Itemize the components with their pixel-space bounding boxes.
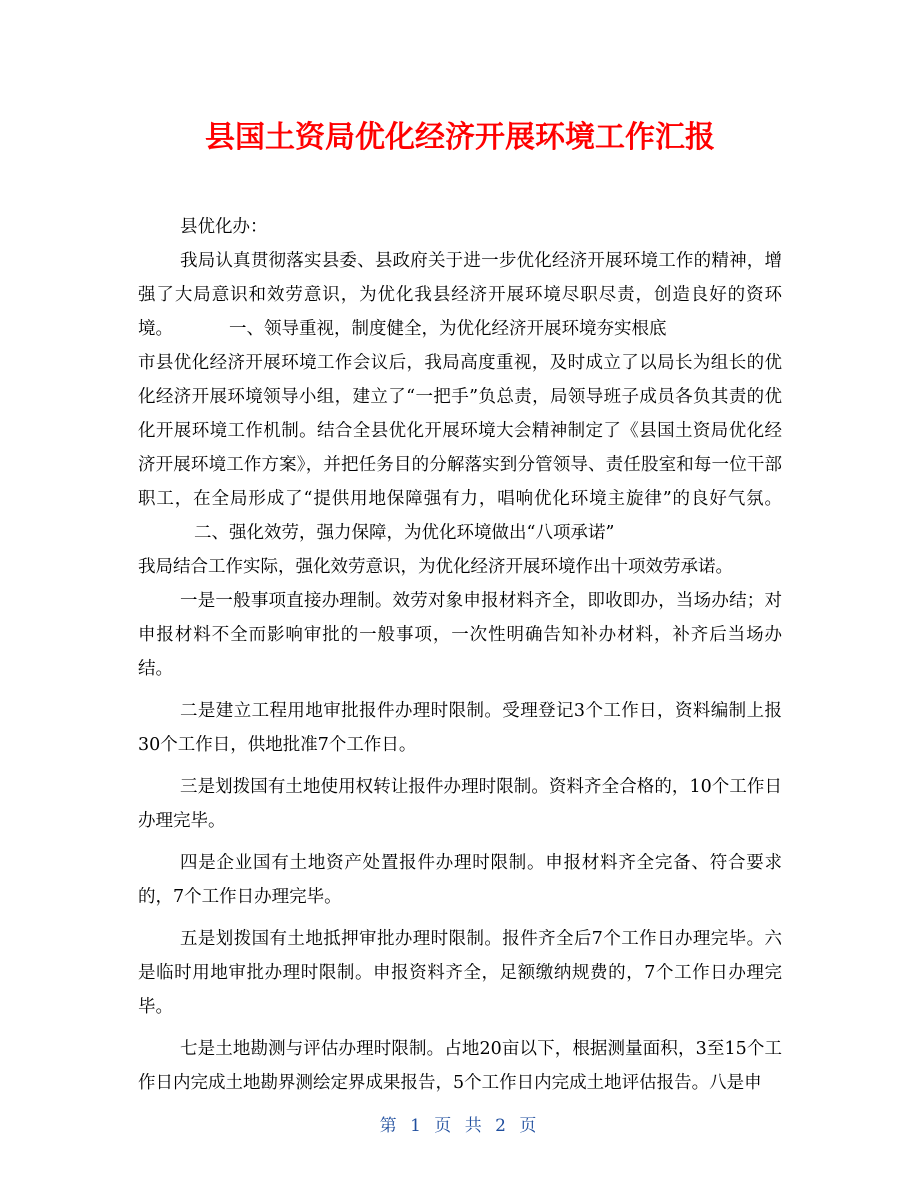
- page-footer: 第 1 页 共 2 页: [379, 1116, 541, 1136]
- section-2-paragraph: 我局结合工作实际，强化效劳意识，为优化经济开展环境作出十项效劳承诺。: [138, 557, 733, 577]
- commitment-item-4: 四是企业国有土地资产处置报件办理时限制。申报材料齐全完备、符合要求的，7个工作日办理完毕。: [138, 853, 782, 907]
- section-1-text: 市县优化经济开展环境工作会议后，我局高度重视，及时成立了以局长为组长的优化经济开展环境领导小组，建立了“一把手”负总责，局领导班子成员各负其责的优化开展环境工作机制。结合全县优化开展环境大会精神制定了《县国土资局优化经济开展环境工作方案》，并把任务目的分解落实到分管领导、责任股室和每一位干部职工，在全局形成了“提供用地保障强有力，唱响优化环境主旋律”的良好气氛。: [138, 353, 782, 509]
- commitment-item-5: 五是划拨国有土地抵押审批办理时限制。报件齐全后7个工作日办理完毕。六是临时用地审批办理时限制。申报资料齐全，足额缴纳规费的，7个工作日办理完毕。: [138, 929, 782, 1017]
- commitment-item-3: 三是划拨国有土地使用权转让报件办理时限制。资料齐全合格的，10个工作日办理完毕。: [138, 777, 782, 831]
- section-heading-2: 二、强化效劳，强力保障，为优化环境做出“八项承诺”: [194, 523, 615, 543]
- intro-text: 我局认真贯彻落实县委、县政府关于进一步优化经济开展环境工作的精神，增强了大局意识和效劳意识，为优化我县经济开展环境尽职尽责，创造良好的资环境。: [138, 251, 782, 339]
- commitment-item-2: 二是建立工程用地审批报件办理时限制。受理登记3个工作日，资料编制上报30个工作日，供地批准7个工作日。: [138, 701, 782, 755]
- addressee: 县优化办：: [180, 217, 268, 237]
- document-title: 县国土资局优化经济开展环境工作汇报: [205, 120, 715, 155]
- intro-paragraph: [138, 244, 782, 346]
- document-body: [138, 210, 782, 1100]
- commitment-item-1: 一是一般事项直接办理制。效劳对象申报材料齐全，即收即办，当场办结；对申报材料不全而影响审批的一般事项，一次性明确告知补办材料，补齐后当场办结。: [138, 591, 782, 679]
- commitment-item-7: 七是土地勘测与评估办理时限制。占地20亩以下，根据测量面积，3至15个工作日内完成土地勘界测绘定界成果报告，5个工作日内完成土地评估报告。八是申: [138, 1039, 782, 1093]
- section-heading-1: 一、领导重视，制度健全，为优化经济开展环境夯实根底: [229, 319, 667, 339]
- section-1-paragraph: [138, 346, 782, 550]
